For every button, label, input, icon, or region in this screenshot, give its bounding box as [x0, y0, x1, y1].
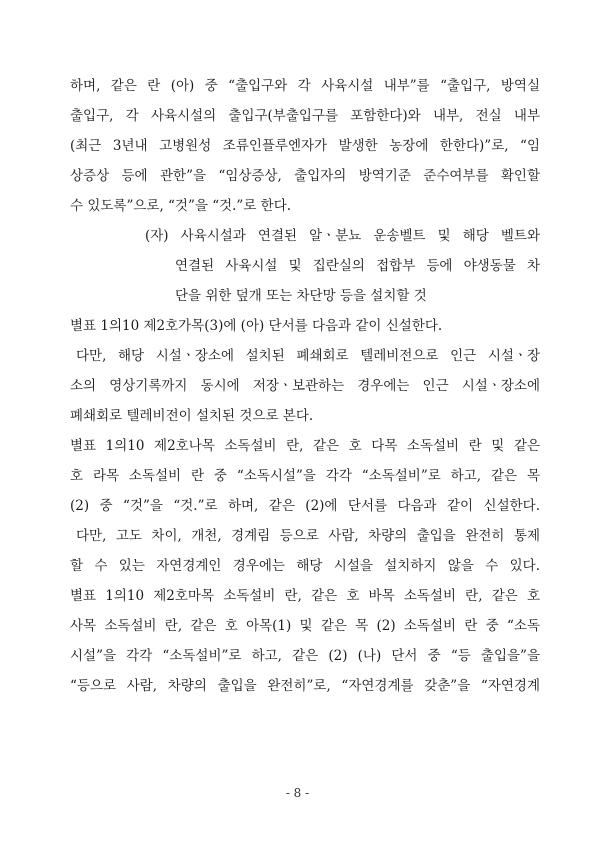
body-line: 사목 소독설비 란, 같은 호 아목(1) 및 같은 목 (2) 소독설비 란 중 “소독	[70, 618, 540, 634]
clause-line: (자) 사육시설과 연결된 알ㆍ분뇨 운송벨트 및 해당 벨트와	[145, 228, 540, 244]
body-line: 폐쇄회로 텔레비전이 설치된 것으로 본다.	[70, 408, 314, 424]
body-line: 하며, 같은 란 (아) 중 “출입구와 각 사육시설 내부”를 “출입구, 방역실	[70, 78, 540, 94]
body-line: (최근 3년내 고병원성 조류인플루엔자가 발생한 농장에 한한다)”로, “임	[70, 138, 540, 154]
clause-line: 단을 위한 덮개 또는 차단망 등을 설치할 것	[175, 288, 427, 304]
body-line: 소의 영상기록까지 동시에 저장ㆍ보관하는 경우에는 인근 시설ㆍ장소에	[70, 378, 540, 394]
body-line: 출입구, 각 사육시설의 출입구(부출입구를 포함한다)와 내부, 전실 내부	[70, 108, 540, 124]
body-line: 상증상 등에 관한”을 “임상증상, 출입자의 방역기준 준수여부를 확인할	[70, 168, 540, 184]
body-line: 시설”을 각각 “소독설비”로 하고, 같은 (2) (나) 단서 중 “등 출입을”을	[70, 648, 540, 664]
body-line: “등으로 사람, 차량의 출입을 완전히”로, “자연경계를 갖춘”을 “자연경계	[70, 678, 540, 694]
body-line: 별표 1의10 제2호가목(3)에 (아) 단서를 다음과 같이 신설한다.	[70, 318, 443, 334]
body-line: 별표 1의10 제2호나목 소독설비 란, 같은 호 다목 소독설비 란 및 같은	[70, 438, 540, 454]
body-line: 할 수 있는 자연경계인 경우에는 해당 시설을 설치하지 않을 수 있다.	[70, 558, 540, 574]
body-line: 다만, 고도 차이, 개천, 경계림 등으로 사람, 차량의 출입을 완전히 통제	[76, 528, 540, 544]
body-line: 다만, 해당 시설ㆍ장소에 설치된 폐쇄회로 텔레비전으로 인근 시설ㆍ장	[76, 348, 540, 364]
body-line: 별표 1의10 제2호마목 소독설비 란, 같은 호 바목 소독설비 란, 같은 호	[70, 588, 540, 604]
page-number: - 8 -	[285, 786, 310, 800]
body-line: (2) 중 “것”을 “것.”로 하며, 같은 (2)에 단서를 다음과 같이 신설한다.	[70, 498, 540, 514]
body-line: 수 있도록”으로, “것”을 “것.”로 한다.	[70, 198, 292, 214]
body-line: 호 라목 소독설비 란 중 “소독시설”을 각각 “소독설비”로 하고, 같은 목	[70, 468, 540, 484]
clause-line: 연결된 사육시설 및 집란실의 접합부 등에 야생동물 차	[175, 258, 540, 274]
